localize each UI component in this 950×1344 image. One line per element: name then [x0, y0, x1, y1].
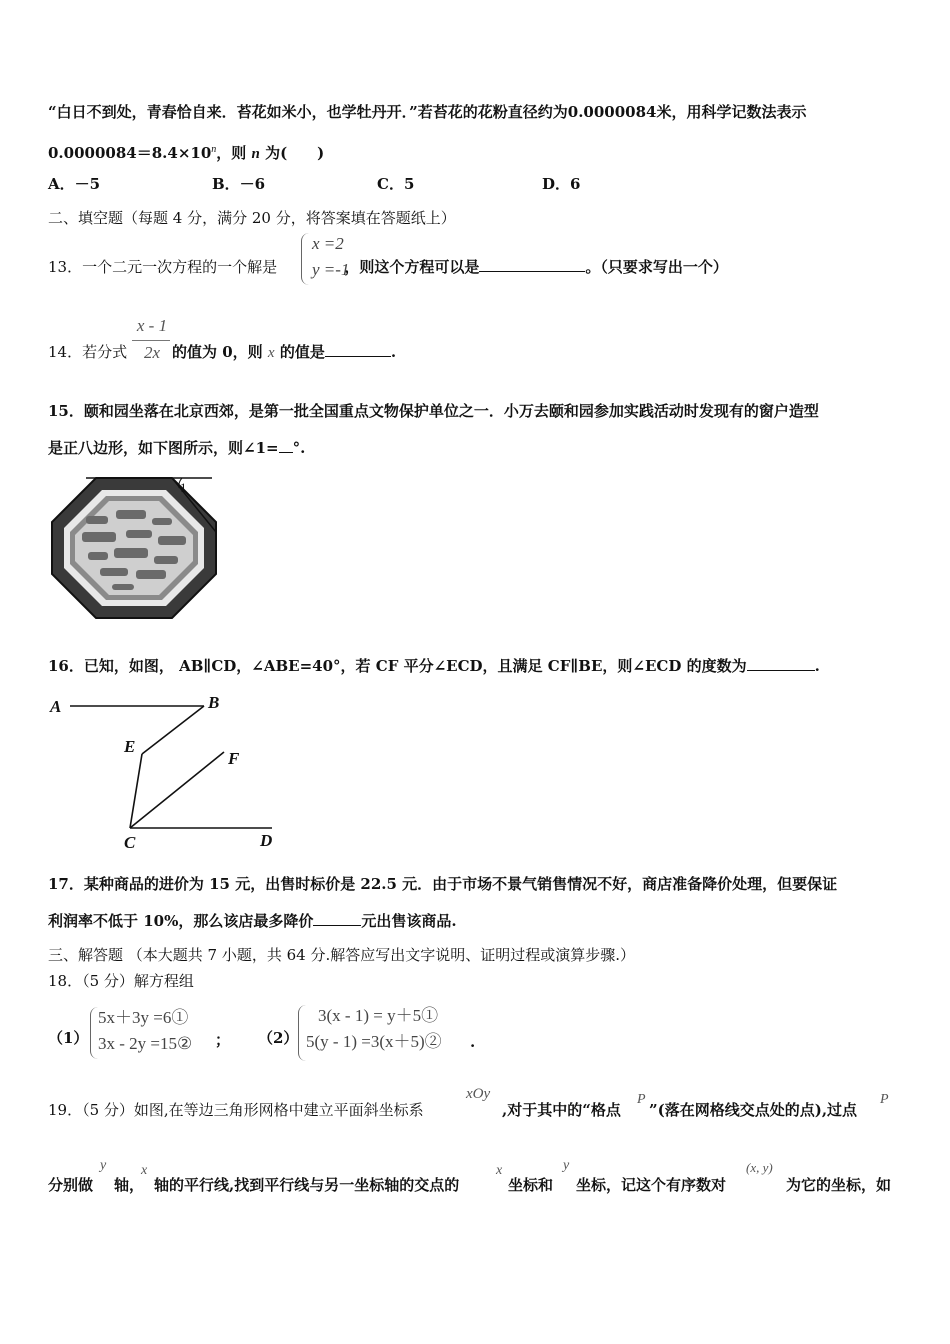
- q19-point-P1: P: [637, 1092, 646, 1107]
- q14-var: x: [267, 345, 275, 361]
- q12-exponent: n: [211, 144, 217, 155]
- label-A: A: [50, 697, 62, 716]
- parallel-lines-figure: [46, 690, 296, 856]
- q17-text-a: 利润率不低于 10%，那么该店最多降价: [48, 912, 314, 930]
- q14-prefix: [48, 342, 127, 362]
- q18-part1-eq2: 3x - 2y =15②: [98, 1034, 193, 1053]
- q19-line1-c: [649, 1100, 857, 1120]
- q14-rest: [172, 342, 396, 363]
- q14-denominator: 2x: [143, 343, 161, 362]
- section3-title: 三、解答题 （本大题共 7 小题，共 64 分.解答应写出文字说明、证明过程或演算步骤.）: [48, 946, 636, 964]
- q19-ordered-pair: (x, y): [746, 1160, 773, 1175]
- q19-text-a: 19．（5 分）如图,在等边三角形网格中建立平面斜坐标系: [48, 1101, 424, 1119]
- label-E: E: [124, 737, 136, 756]
- q14-suffix: 的值是: [279, 343, 325, 361]
- octagon-window-figure: [46, 470, 222, 626]
- q17-line2: [48, 911, 457, 931]
- q18-part2-system: [306, 1003, 442, 1055]
- q18-part1-system: [98, 1005, 192, 1057]
- q18-title: 18．（5 分）解方程组: [48, 972, 194, 990]
- angle-1-label: 1: [180, 480, 187, 495]
- q15-text-a: 是正八边形，如下图所示，则∠1=: [48, 439, 279, 457]
- q13-brace: [301, 233, 310, 285]
- q19-line1: [48, 1100, 424, 1120]
- line-BE: [142, 706, 204, 754]
- q15-text-b: °.: [292, 439, 306, 457]
- q18-part2-label: （2）: [258, 1029, 299, 1047]
- q12-expr: 0.0000084＝8.4×10: [48, 144, 212, 162]
- q14-answer-blank: [325, 342, 391, 357]
- q18-part2-end: .: [470, 1033, 476, 1051]
- q12-line2: [48, 140, 324, 164]
- q19-text-f: 轴的平行线,找到平行线与另一坐标轴的交点的: [154, 1176, 460, 1194]
- q12-option-c: C．5: [377, 175, 415, 193]
- label-D: D: [260, 831, 273, 850]
- label-B: B: [208, 693, 220, 712]
- q12-then: ，则: [216, 144, 252, 162]
- q14-end: .: [390, 343, 397, 361]
- q17-line1: 17．某种商品的进价为 15 元，出售时标价是 22.5 元．由于市场不景气销售情况不好，商店准备降价处理，但要保证: [48, 875, 838, 893]
- q15-answer-blank: [279, 438, 293, 453]
- q13-eq1: x =2: [312, 234, 344, 253]
- q14-numerator: x - 1: [136, 316, 168, 335]
- q19-text-h: 坐标，记这个有序数对: [576, 1176, 727, 1194]
- q17-answer-blank: [313, 911, 361, 926]
- q18-part1-end: ；: [215, 1031, 231, 1049]
- q15-line2: [48, 438, 305, 458]
- q16-text: 16．已知，如图， AB∥CD，∠ABE=40°，若 CF 平分∠ECD，且满足 CF∥BE，则∠ECD 的度数为: [48, 657, 747, 675]
- q19-y-coord: y: [563, 1158, 570, 1173]
- q18-part1-label: （1）: [48, 1029, 89, 1047]
- q19-text-c: ”(落在网格线交点处的点),过点: [649, 1101, 858, 1119]
- q18-part1-eq1: 5x＋3y =6①: [98, 1008, 189, 1027]
- q16-end: .: [814, 657, 820, 675]
- q13-system: [312, 231, 349, 283]
- q19-text-g: 坐标和: [508, 1176, 554, 1194]
- q19-text-d: 分别做: [48, 1176, 94, 1194]
- q16-answer-blank: [747, 656, 815, 671]
- q13-line: [48, 257, 728, 277]
- q12-var: n: [251, 146, 260, 162]
- label-F: F: [228, 749, 240, 768]
- q19-coord-system: xOy: [466, 1086, 491, 1102]
- q12-paren: 为( ): [259, 144, 325, 162]
- q13-suffix1: ，则这个方程可以是: [344, 258, 480, 276]
- q13-eq2: y =-1: [312, 260, 350, 279]
- q19-x-coord: x: [496, 1163, 503, 1178]
- q14-prefix-text: 14．若分式: [48, 343, 128, 361]
- q19-x-axis-1: x: [141, 1163, 148, 1178]
- line-CF: [130, 752, 224, 828]
- q12-option-d: D．6: [542, 175, 581, 193]
- q19-line2: [48, 1175, 93, 1195]
- q19-text-b: ,对于其中的“格点: [502, 1101, 621, 1119]
- q19-text-i: 为它的坐标，如: [786, 1176, 892, 1194]
- q13-suffix2: 。（只要求写出一个）: [585, 258, 728, 276]
- q19-point-P2: P: [880, 1092, 889, 1107]
- q15-line1: 15．颐和园坐落在北京西郊，是第一批全国重点文物保护单位之一．小万去颐和园参加实践活动时发现有的窗户造型: [48, 402, 819, 420]
- q17-text-b: 元出售该商品.: [361, 912, 457, 930]
- line-EC: [130, 754, 142, 828]
- q12-line1: “白日不到处，青春恰自来．苔花如米小，也学牡丹开．”若苔花的花粉直径约为0.0000084米，用科学记数法表示: [48, 103, 807, 121]
- label-C: C: [124, 833, 136, 852]
- q16-line: [48, 656, 820, 676]
- q18-part2-eq1: 3(x - 1) = y＋5①: [318, 1006, 439, 1025]
- q13-answer-blank: [479, 257, 585, 272]
- q19-line1-b: [502, 1100, 621, 1120]
- q14-fraction-bar: [132, 340, 170, 341]
- q12-option-b: B．－6: [212, 175, 266, 193]
- q19-text-e: 轴，: [114, 1176, 145, 1194]
- q14-mid: 的值为 0，则: [172, 343, 263, 361]
- q13-prefix: 13．一个二元一次方程的一个解是: [48, 258, 278, 276]
- q19-y-axis-1: y: [100, 1158, 107, 1173]
- q12-option-a: A．－5: [48, 175, 101, 193]
- section2-title: 二、填空题（每题 4 分，满分 20 分，将答案填在答题纸上）: [48, 209, 456, 227]
- q18-part2-eq2: 5(y - 1) =3(x＋5)②: [306, 1032, 442, 1051]
